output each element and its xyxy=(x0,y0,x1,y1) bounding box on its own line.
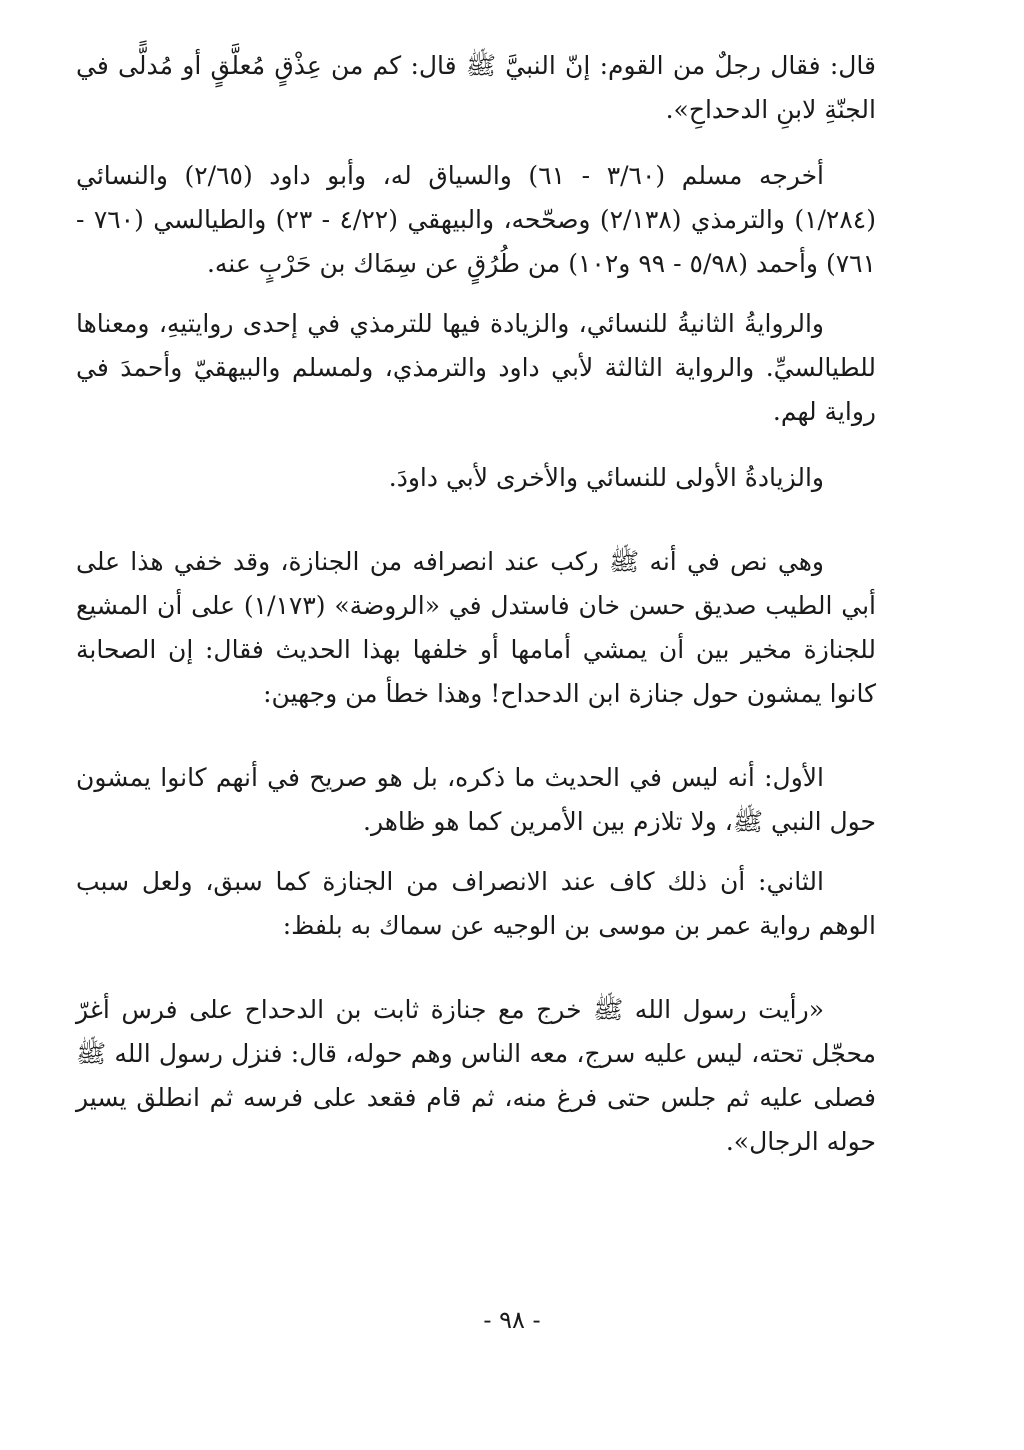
paragraph-second-narration: والروايةُ الثانيةُ للنسائي، والزيادة فيها للترمذي في إحدى روايتيهِ، ومعناها للطيالسيِّ. والرواية الثالثة لأبي داود والترمذي، ولمسلم والبيهقيّ وأحمدَ في رواية لهم. xyxy=(76,309,876,426)
paragraph-quoted-narration: «رأيت رسول الله ﷺ خرج مع جنازة ثابت بن الدحداح على فرس أغرّ محجّل تحته، ليس عليه سرج، معه الناس وهم حوله، قال: فنزل رسول الله ﷺ فصلى عليه ثم جلس حتى فرغ منه، ثم قام فقعد على فرسه ثم انطلق يسير حوله الرجال». xyxy=(76,995,876,1156)
page-number: - ٩٨ - xyxy=(483,1306,541,1334)
paragraph-second-aspect: الثاني: أن ذلك كاف عند الانصراف من الجنازة كما سبق، ولعل سبب الوهم رواية عمر بن موسى بن الوجيه عن سماك به بلفظ: xyxy=(76,867,876,940)
paragraph-riding-evidence: وهي نص في أنه ﷺ ركب عند انصرافه من الجنازة، وقد خفي هذا على أبي الطيب صديق حسن خان فاستدل في «الروضة» (١/١٧٣) على أن المشيع للجنازة مخير بين أن يمشي أمامها أو خلفها بهذا الحديث فقال: إن الصحابة كانوا يمشون حول جنازة ابن الدحداح! وهذا خطأ من وجهين: xyxy=(76,547,876,708)
paragraph-hadith-end: قال: فقال رجلٌ من القوم: إنّ النبيَّ ﷺ قال: كم من عِذْقٍ مُعلَّقٍ أو مُدلًّى في الجنّةِ لابنِ الدحداحِ». xyxy=(76,51,876,124)
paragraph-takhrij: أخرجه مسلم (٣/٦٠ - ٦١) والسياق له، وأبو داود (٢/٦٥) والنسائي (١/٢٨٤) والترمذي (٢/١٣٨) وصحّحه، والبيهقي (٤/٢٢ - ٢٣) والطيالسي (٧٦٠ - ٧٦١) وأحمد (٥/٩٨ - ٩٩ و١٠٢) من طُرُقٍ عن سِمَاك بن حَرْبٍ عنه. xyxy=(76,161,876,278)
paragraph-first-aspect: الأول: أنه ليس في الحديث ما ذكره، بل هو صريح في أنهم كانوا يمشون حول النبي ﷺ، ولا تلازم بين الأمرين كما هو ظاهر. xyxy=(76,763,876,836)
paragraph-first-addition: والزيادةُ الأولى للنسائي والأخرى لأبي داودَ. xyxy=(388,463,824,492)
page-body xyxy=(76,44,876,1164)
